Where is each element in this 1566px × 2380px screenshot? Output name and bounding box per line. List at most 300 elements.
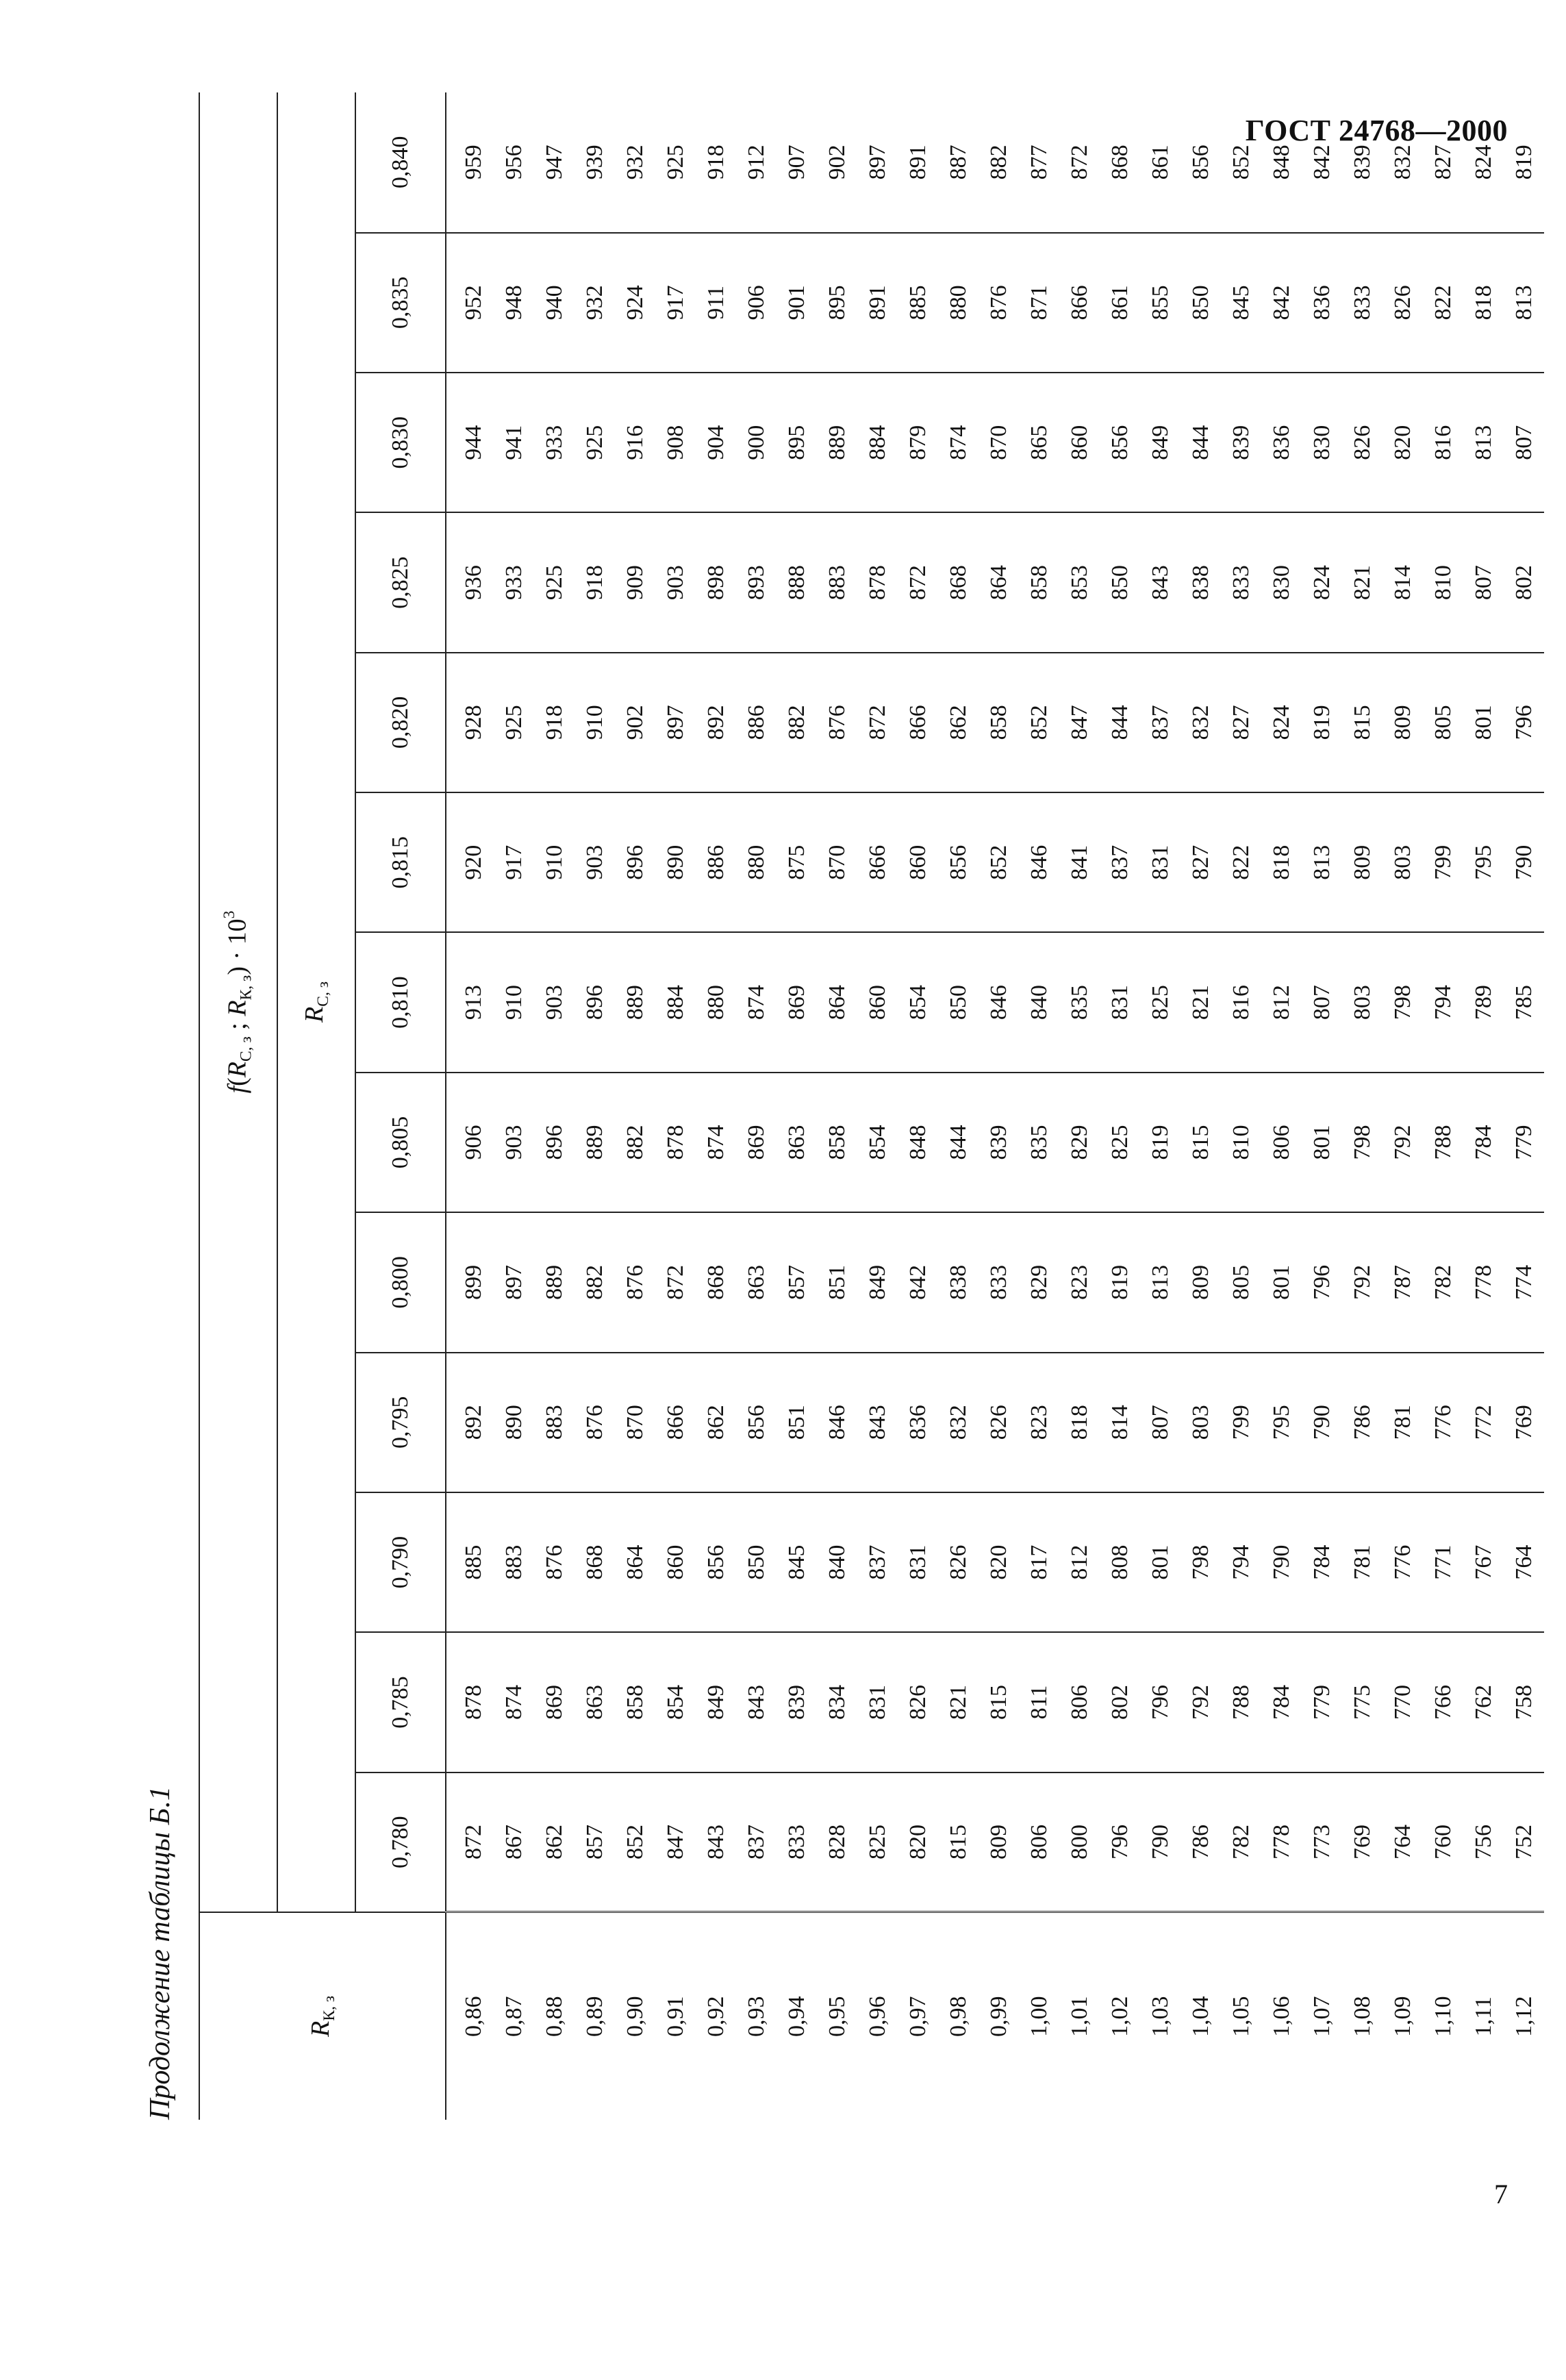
value-cell: 899 — [446, 1212, 494, 1352]
value-cell: 823 — [1059, 1212, 1100, 1352]
value-cell: 813 — [1504, 233, 1544, 373]
table-body — [446, 92, 1544, 2120]
rotated-table-block — [130, 92, 1537, 2120]
value-cell: 842 — [898, 1212, 938, 1352]
value-cell: 795 — [1261, 1353, 1302, 1492]
value-cell: 795 — [1463, 792, 1504, 932]
value-cell: 903 — [655, 512, 696, 652]
value-cell: 892 — [696, 653, 736, 792]
table-row — [1423, 92, 1463, 2120]
value-cell: 897 — [494, 1212, 534, 1352]
value-cell: 898 — [696, 512, 736, 652]
value-cell: 889 — [817, 373, 857, 512]
value-cell: 890 — [494, 1353, 534, 1492]
value-cell: 820 — [978, 1492, 1019, 1632]
value-cell: 902 — [615, 653, 655, 792]
value-cell: 818 — [1463, 233, 1504, 373]
value-cell: 868 — [574, 1492, 615, 1632]
value-cell: 827 — [1180, 792, 1221, 932]
value-cell: 784 — [1261, 1632, 1302, 1772]
value-cell: 840 — [817, 1492, 857, 1632]
value-cell: 916 — [615, 373, 655, 512]
value-cell: 880 — [736, 792, 776, 932]
value-cell: 843 — [736, 1632, 776, 1772]
value-cell: 819 — [1504, 92, 1544, 233]
value-cell: 792 — [1382, 1073, 1423, 1212]
value-cell: 886 — [736, 653, 776, 792]
value-cell: 884 — [857, 373, 898, 512]
value-cell: 802 — [1504, 512, 1544, 652]
value-cell: 876 — [615, 1212, 655, 1352]
value-cell: 831 — [857, 1632, 898, 1772]
value-cell: 852 — [978, 792, 1019, 932]
value-cell: 822 — [1423, 233, 1463, 373]
value-cell: 779 — [1302, 1632, 1342, 1772]
value-cell: 878 — [655, 1073, 696, 1212]
column-header: 0,835 — [355, 233, 446, 373]
row-key-cell: 0,93 — [736, 1912, 776, 2120]
value-cell: 839 — [1221, 373, 1261, 512]
value-cell: 845 — [1221, 233, 1261, 373]
value-cell: 850 — [1180, 233, 1221, 373]
row-key-cell: 0,98 — [938, 1912, 978, 2120]
value-cell: 870 — [978, 373, 1019, 512]
value-cell: 807 — [1140, 1353, 1180, 1492]
value-cell: 862 — [534, 1773, 574, 1912]
value-cell: 836 — [1302, 233, 1342, 373]
value-cell: 843 — [857, 1353, 898, 1492]
value-cell: 809 — [1342, 792, 1382, 932]
value-cell: 813 — [1140, 1212, 1180, 1352]
value-cell: 826 — [1342, 373, 1382, 512]
value-cell: 865 — [1019, 373, 1059, 512]
value-cell: 889 — [534, 1212, 574, 1352]
value-cell: 809 — [1180, 1212, 1221, 1352]
value-cell: 891 — [857, 233, 898, 373]
value-cell: 876 — [534, 1492, 574, 1632]
value-cell: 814 — [1382, 512, 1423, 652]
column-header: 0,825 — [355, 512, 446, 652]
value-cell: 844 — [1180, 373, 1221, 512]
value-cell: 936 — [446, 512, 494, 652]
column-header: 0,805 — [355, 1073, 446, 1212]
value-cell: 925 — [494, 653, 534, 792]
value-cell: 882 — [615, 1073, 655, 1212]
value-cell: 812 — [1059, 1492, 1100, 1632]
function-header: $f(R_{С, з}$ ; $R_{К, з}) \cdot 10^3$ — [199, 92, 277, 1912]
value-cell: 811 — [1019, 1632, 1059, 1772]
value-cell: 770 — [1382, 1632, 1423, 1772]
value-cell: 807 — [1463, 512, 1504, 652]
value-cell: 910 — [534, 792, 574, 932]
table-row — [574, 92, 615, 2120]
value-cell: 895 — [776, 373, 817, 512]
value-cell: 860 — [898, 792, 938, 932]
value-cell: 817 — [1019, 1492, 1059, 1632]
value-cell: 815 — [1180, 1073, 1221, 1212]
table-row — [736, 92, 776, 2120]
value-cell: 825 — [857, 1773, 898, 1912]
value-cell: 779 — [1504, 1073, 1544, 1212]
value-cell: 820 — [1382, 373, 1423, 512]
value-cell: 776 — [1423, 1353, 1463, 1492]
value-cell: 870 — [615, 1353, 655, 1492]
table-row — [1140, 92, 1180, 2120]
value-cell: 833 — [978, 1212, 1019, 1352]
value-cell: 874 — [736, 932, 776, 1072]
value-cell: 819 — [1100, 1212, 1140, 1352]
value-cell: 856 — [736, 1353, 776, 1492]
value-cell: 806 — [1059, 1632, 1100, 1772]
value-cell: 890 — [655, 792, 696, 932]
value-cell: 868 — [938, 512, 978, 652]
row-key-cell: 1,06 — [1261, 1912, 1302, 2120]
value-cell: 788 — [1221, 1632, 1261, 1772]
table-row — [446, 92, 494, 2120]
value-cell: 883 — [494, 1492, 534, 1632]
value-cell: 830 — [1302, 373, 1342, 512]
value-cell: 952 — [446, 233, 494, 373]
value-cell: 790 — [1140, 1773, 1180, 1912]
column-header: 0,840 — [355, 92, 446, 233]
value-cell: 814 — [1100, 1353, 1140, 1492]
value-cell: 824 — [1463, 92, 1504, 233]
value-cell: 781 — [1382, 1353, 1423, 1492]
value-cell: 849 — [1140, 373, 1180, 512]
value-cell: 884 — [655, 932, 696, 1072]
value-cell: 837 — [1100, 792, 1140, 932]
value-cell: 776 — [1382, 1492, 1423, 1632]
value-cell: 846 — [817, 1353, 857, 1492]
value-cell: 872 — [655, 1212, 696, 1352]
value-cell: 878 — [857, 512, 898, 652]
value-cell: 917 — [655, 233, 696, 373]
value-cell: 882 — [776, 653, 817, 792]
value-cell: 762 — [1463, 1632, 1504, 1772]
value-cell: 851 — [817, 1212, 857, 1352]
table-row — [1342, 92, 1382, 2120]
value-cell: 822 — [1221, 792, 1261, 932]
value-cell: 823 — [1019, 1353, 1059, 1492]
table-row — [1382, 92, 1423, 2120]
value-cell: 883 — [817, 512, 857, 652]
row-key-cell: 1,01 — [1059, 1912, 1100, 2120]
value-cell: 913 — [446, 932, 494, 1072]
row-key-cell: 1,11 — [1463, 1912, 1504, 2120]
value-cell: 959 — [446, 92, 494, 233]
value-cell: 850 — [736, 1492, 776, 1632]
column-header: 0,785 — [355, 1632, 446, 1772]
value-cell: 826 — [1382, 233, 1423, 373]
value-cell: 920 — [446, 792, 494, 932]
value-cell: 843 — [696, 1773, 736, 1912]
value-cell: 903 — [574, 792, 615, 932]
value-cell: 824 — [1261, 653, 1302, 792]
value-cell: 829 — [1059, 1073, 1100, 1212]
value-cell: 803 — [1180, 1353, 1221, 1492]
value-cell: 827 — [1221, 653, 1261, 792]
value-cell: 752 — [1504, 1773, 1544, 1912]
table-row — [857, 92, 898, 2120]
value-cell: 835 — [1059, 932, 1100, 1072]
value-cell: 880 — [938, 233, 978, 373]
value-cell: 872 — [898, 512, 938, 652]
value-cell: 893 — [736, 512, 776, 652]
value-cell: 825 — [1100, 1073, 1140, 1212]
value-cell: 812 — [1261, 932, 1302, 1072]
value-cell: 928 — [446, 653, 494, 792]
column-header: 0,810 — [355, 932, 446, 1072]
value-cell: 800 — [1059, 1773, 1100, 1912]
value-cell: 758 — [1504, 1632, 1544, 1772]
value-cell: 866 — [857, 792, 898, 932]
value-cell: 806 — [1261, 1073, 1302, 1212]
value-cell: 831 — [1140, 792, 1180, 932]
row-key-cell: 1,12 — [1504, 1912, 1544, 2120]
value-cell: 856 — [1180, 92, 1221, 233]
value-cell: 826 — [978, 1353, 1019, 1492]
value-cell: 802 — [1100, 1632, 1140, 1772]
value-cell: 810 — [1221, 1073, 1261, 1212]
value-cell: 813 — [1302, 792, 1342, 932]
value-cell: 782 — [1221, 1773, 1261, 1912]
row-key-cell: 1,07 — [1302, 1912, 1342, 2120]
value-cell: 839 — [978, 1073, 1019, 1212]
value-cell: 835 — [1019, 1073, 1059, 1212]
table-row — [655, 92, 696, 2120]
row-key-cell: 0,87 — [494, 1912, 534, 2120]
table-row — [534, 92, 574, 2120]
value-cell: 917 — [494, 792, 534, 932]
data-table — [199, 92, 1544, 2120]
value-cell: 790 — [1261, 1492, 1302, 1632]
value-cell: 792 — [1342, 1212, 1382, 1352]
row-key-cell: 0,96 — [857, 1912, 898, 2120]
value-cell: 810 — [1423, 512, 1463, 652]
value-cell: 858 — [615, 1632, 655, 1772]
column-group-header: $R_{С, з}$ — [277, 92, 355, 1912]
value-cell: 947 — [534, 92, 574, 233]
value-cell: 819 — [1302, 653, 1342, 792]
value-cell: 907 — [776, 92, 817, 233]
value-cell: 836 — [898, 1353, 938, 1492]
value-cell: 906 — [736, 233, 776, 373]
row-key-cell: 0,91 — [655, 1912, 696, 2120]
value-cell: 901 — [776, 233, 817, 373]
table-row — [817, 92, 857, 2120]
row-key-cell: 0,94 — [776, 1912, 817, 2120]
value-cell: 889 — [615, 932, 655, 1072]
value-cell: 870 — [817, 792, 857, 932]
value-cell: 803 — [1342, 932, 1382, 1072]
column-header: 0,830 — [355, 373, 446, 512]
value-cell: 824 — [1302, 512, 1342, 652]
value-cell: 872 — [446, 1773, 494, 1912]
value-cell: 864 — [978, 512, 1019, 652]
value-cell: 789 — [1463, 932, 1504, 1072]
column-header: 0,795 — [355, 1353, 446, 1492]
value-cell: 774 — [1504, 1212, 1544, 1352]
value-cell: 871 — [1019, 233, 1059, 373]
value-cell: 831 — [898, 1492, 938, 1632]
value-cell: 821 — [938, 1632, 978, 1772]
value-cell: 932 — [574, 233, 615, 373]
value-cell: 769 — [1504, 1353, 1544, 1492]
value-cell: 910 — [494, 932, 534, 1072]
value-cell: 874 — [494, 1632, 534, 1772]
value-cell: 839 — [776, 1632, 817, 1772]
value-cell: 760 — [1423, 1773, 1463, 1912]
table-row — [696, 92, 736, 2120]
table-row — [494, 92, 534, 2120]
value-cell: 837 — [736, 1773, 776, 1912]
value-cell: 856 — [1100, 373, 1140, 512]
table-row — [776, 92, 817, 2120]
value-cell: 836 — [1261, 373, 1302, 512]
value-cell: 784 — [1463, 1073, 1504, 1212]
value-cell: 863 — [736, 1212, 776, 1352]
value-cell: 874 — [938, 373, 978, 512]
value-cell: 778 — [1261, 1773, 1302, 1912]
table-row — [1019, 92, 1059, 2120]
value-cell: 910 — [574, 653, 615, 792]
value-cell: 832 — [1382, 92, 1423, 233]
value-cell: 863 — [574, 1632, 615, 1772]
value-cell: 842 — [1302, 92, 1342, 233]
value-cell: 830 — [1261, 512, 1302, 652]
value-cell: 857 — [776, 1212, 817, 1352]
value-cell: 833 — [1342, 233, 1382, 373]
value-cell: 815 — [1342, 653, 1382, 792]
value-cell: 808 — [1100, 1492, 1140, 1632]
value-cell: 939 — [574, 92, 615, 233]
value-cell: 839 — [1342, 92, 1382, 233]
value-cell: 769 — [1342, 1773, 1382, 1912]
value-cell: 856 — [938, 792, 978, 932]
value-cell: 874 — [696, 1073, 736, 1212]
value-cell: 775 — [1342, 1632, 1382, 1772]
value-cell: 876 — [978, 233, 1019, 373]
value-cell: 855 — [1140, 233, 1180, 373]
value-cell: 801 — [1302, 1073, 1342, 1212]
value-cell: 782 — [1423, 1212, 1463, 1352]
value-cell: 850 — [938, 932, 978, 1072]
value-cell: 809 — [978, 1773, 1019, 1912]
value-cell: 860 — [655, 1492, 696, 1632]
value-cell: 796 — [1504, 653, 1544, 792]
value-cell: 771 — [1423, 1492, 1463, 1632]
column-headers-row — [355, 92, 446, 2120]
value-cell: 801 — [1463, 653, 1504, 792]
value-cell: 908 — [655, 373, 696, 512]
value-cell: 854 — [655, 1632, 696, 1772]
value-cell: 821 — [1342, 512, 1382, 652]
value-cell: 885 — [446, 1492, 494, 1632]
value-cell: 925 — [574, 373, 615, 512]
column-header: 0,780 — [355, 1773, 446, 1912]
value-cell: 853 — [1059, 512, 1100, 652]
value-cell: 764 — [1504, 1492, 1544, 1632]
value-cell: 787 — [1382, 1212, 1423, 1352]
row-key-cell: 1,05 — [1221, 1912, 1261, 2120]
row-key-cell: 1,02 — [1100, 1912, 1140, 2120]
value-cell: 785 — [1504, 932, 1544, 1072]
value-cell: 944 — [446, 373, 494, 512]
value-cell: 805 — [1423, 653, 1463, 792]
value-cell: 794 — [1221, 1492, 1261, 1632]
value-cell: 773 — [1302, 1773, 1342, 1912]
table-row — [1302, 92, 1342, 2120]
value-cell: 883 — [534, 1353, 574, 1492]
value-cell: 818 — [1261, 792, 1302, 932]
value-cell: 851 — [776, 1353, 817, 1492]
value-cell: 828 — [817, 1773, 857, 1912]
value-cell: 840 — [1019, 932, 1059, 1072]
row-key-cell: 0,89 — [574, 1912, 615, 2120]
table-row — [898, 92, 938, 2120]
value-cell: 843 — [1140, 512, 1180, 652]
row-key-cell: 1,03 — [1140, 1912, 1180, 2120]
table-row — [1059, 92, 1100, 2120]
value-cell: 847 — [655, 1773, 696, 1912]
value-cell: 896 — [615, 792, 655, 932]
table-row — [978, 92, 1019, 2120]
row-key-cell: 0,86 — [446, 1912, 494, 2120]
value-cell: 846 — [1019, 792, 1059, 932]
value-cell: 867 — [494, 1773, 534, 1912]
value-cell: 897 — [857, 92, 898, 233]
value-cell: 815 — [978, 1632, 1019, 1772]
value-cell: 792 — [1180, 1632, 1221, 1772]
value-cell: 850 — [1100, 512, 1140, 652]
value-cell: 866 — [655, 1353, 696, 1492]
value-cell: 809 — [1382, 653, 1423, 792]
value-cell: 869 — [736, 1073, 776, 1212]
value-cell: 842 — [1261, 233, 1302, 373]
value-cell: 918 — [534, 653, 574, 792]
value-cell: 794 — [1423, 932, 1463, 1072]
value-cell: 864 — [615, 1492, 655, 1632]
value-cell: 849 — [857, 1212, 898, 1352]
table-container — [199, 92, 1537, 2120]
value-cell: 872 — [857, 653, 898, 792]
value-cell: 889 — [574, 1073, 615, 1212]
value-cell: 848 — [1261, 92, 1302, 233]
value-cell: 813 — [1463, 373, 1504, 512]
value-cell: 911 — [696, 233, 736, 373]
value-cell: 805 — [1221, 1212, 1261, 1352]
table-row — [1221, 92, 1261, 2120]
row-key-cell: 1,09 — [1382, 1912, 1423, 2120]
value-cell: 834 — [817, 1632, 857, 1772]
value-cell: 848 — [898, 1073, 938, 1212]
value-cell: 933 — [534, 373, 574, 512]
value-cell: 924 — [615, 233, 655, 373]
value-cell: 852 — [615, 1773, 655, 1912]
value-cell: 868 — [696, 1212, 736, 1352]
value-cell: 820 — [898, 1773, 938, 1912]
value-cell: 902 — [817, 92, 857, 233]
value-cell: 904 — [696, 373, 736, 512]
column-header: 0,790 — [355, 1492, 446, 1632]
row-key-cell: 1,08 — [1342, 1912, 1382, 2120]
value-cell: 858 — [1019, 512, 1059, 652]
value-cell: 798 — [1382, 932, 1423, 1072]
value-cell: 821 — [1180, 932, 1221, 1072]
value-cell: 862 — [696, 1353, 736, 1492]
column-header: 0,820 — [355, 653, 446, 792]
value-cell: 868 — [1100, 92, 1140, 233]
